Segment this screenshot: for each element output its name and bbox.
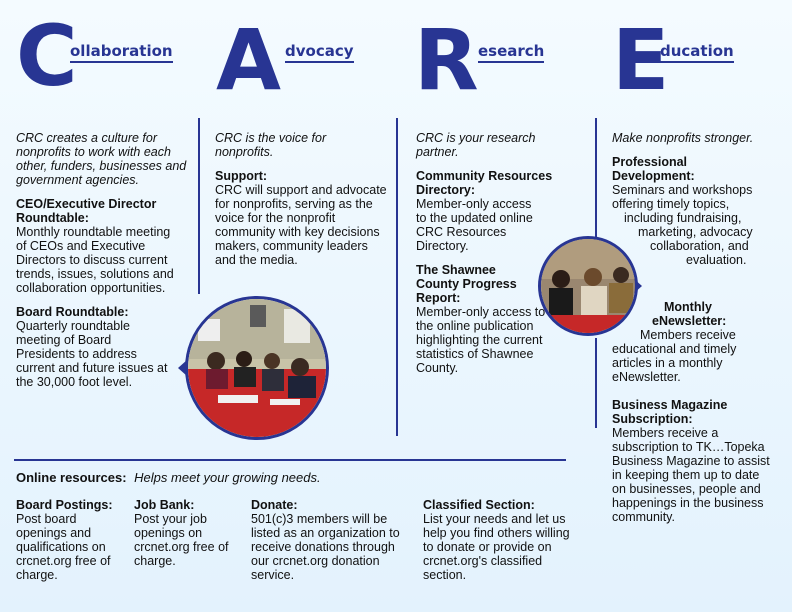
online-divider-line [14, 459, 566, 461]
collaboration-column [16, 131, 198, 389]
support-text: CRC will support and advocate for nonprofits, serving as the voice for the nonprofit community with key decisions makers, community leaders and the media. [215, 183, 387, 267]
enewsletter-line: eNewsletter. [612, 370, 681, 384]
research-column [416, 131, 566, 375]
enewsletter-line: educational and timely [612, 342, 737, 356]
pd-line: marketing, advocacy [638, 225, 753, 239]
heading-education: ducation [660, 42, 734, 63]
heading-advocacy: dvocacy [285, 42, 354, 63]
online-item-title: Classified Section: [423, 498, 535, 512]
online-item-text: Post your job openings on crcnet.org free of charge. [134, 512, 229, 568]
divider-line [396, 118, 398, 436]
online-item-title: Job Bank: [134, 498, 195, 512]
letter-e: E [612, 11, 670, 109]
directory-title: Community Resources Directory: [416, 169, 553, 197]
online-item-title: Board Postings: [16, 498, 113, 512]
heading-collaboration: ollaboration [70, 42, 173, 63]
board-roundtable-photo [185, 296, 329, 440]
enewsletter-block [612, 300, 782, 384]
progress-report-text: Member-only access to the online publication highlighting the current statistics of Shawnee County. [416, 305, 546, 375]
job-bank-item [134, 498, 242, 568]
research-intro: CRC is your research partner. [416, 131, 536, 159]
board-roundtable-text: Quarterly roundtable meeting of Board Presidents to address current and future issues at the 30,000 foot level. [16, 319, 168, 389]
directory-text: Member-only access to the updated online CRC Resources Directory. [416, 197, 533, 253]
letter-a: A [216, 11, 282, 109]
professional-development-title: Professional Development: [612, 155, 695, 183]
divider-line [595, 118, 597, 238]
board-roundtable-title: Board Roundtable: [16, 305, 129, 319]
support-title: Support: [215, 169, 268, 183]
divider-line [198, 118, 200, 294]
ceo-roundtable-text: Monthly roundtable meeting of CEOs and Executive Directors to discuss current trends, issues, solutions and collaboration opportunities. [16, 225, 174, 295]
business-magazine-block [612, 398, 776, 524]
advocacy-intro: CRC is the voice for nonprofits. [215, 131, 327, 159]
progress-report-title: The Shawnee County Progress Report: [416, 263, 517, 305]
workshop-photo-illustration [541, 239, 635, 333]
online-resources-label: Online resources: [16, 470, 127, 485]
online-item-text: List your needs and let us help you find others willing to donate or provide on crcnet.org's classified section. [423, 512, 570, 582]
board-postings-item [16, 498, 128, 582]
pd-line: collaboration, and [650, 239, 749, 253]
meeting-photo-illustration [188, 299, 326, 437]
advocacy-column [215, 131, 387, 267]
pd-line: including fundraising, [624, 211, 742, 225]
enewsletter-title: Monthly [664, 300, 712, 314]
education-column [612, 131, 782, 267]
pd-line: offering timely topics, [612, 197, 730, 211]
classified-section-item [423, 498, 573, 582]
online-item-text: Post board openings and qualifications on crcnet.org free of charge. [16, 512, 111, 582]
online-resources-header [16, 470, 321, 485]
pd-line: evaluation. [686, 253, 747, 267]
education-intro: Make nonprofits stronger. [612, 131, 754, 145]
heading-research: esearch [478, 42, 544, 63]
collaboration-intro: CRC creates a culture for nonprofits to work with each other, funders, businesses and government agencies. [16, 131, 187, 187]
enewsletter-title: eNewsletter: [652, 314, 727, 328]
pd-line: Seminars and workshops [612, 183, 753, 197]
ceo-roundtable-title: CEO/Executive Director Roundtable: [16, 197, 157, 225]
divider-line [595, 338, 597, 428]
letter-r: R [414, 11, 479, 109]
enewsletter-line: Members receive [640, 328, 736, 342]
business-magazine-title: Business Magazine Subscription: [612, 398, 728, 426]
online-item-text: 501(c)3 members will be listed as an organization to receive donations through our crcnet.org donation service. [251, 512, 400, 582]
online-resources-tagline: Helps meet your growing needs. [134, 470, 321, 485]
donate-item [251, 498, 411, 582]
research-photo [538, 236, 638, 336]
business-magazine-text: Members receive a subscription to TK…Topeka Business Magazine to assist in keeping them up to date on businesses, people and happenings in the business community. [612, 426, 770, 524]
letter-c: C [16, 7, 78, 105]
online-item-title: Donate: [251, 498, 298, 512]
enewsletter-line: articles in a monthly [612, 356, 723, 370]
